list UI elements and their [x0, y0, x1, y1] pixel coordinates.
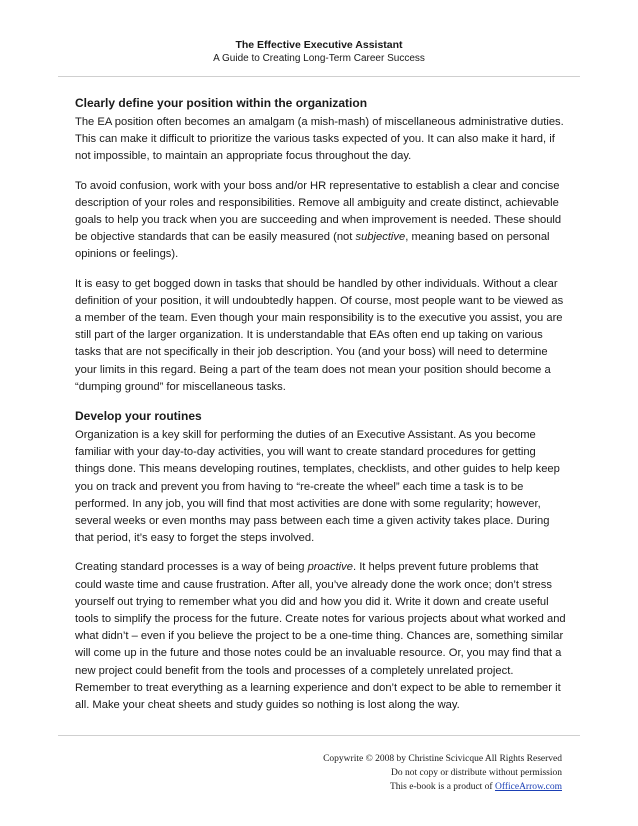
paragraph-text: Creating standard processes is a way of being	[75, 561, 308, 574]
document-body	[75, 95, 567, 726]
paragraph-text: , meaning based on personal opinions or feelings).	[75, 231, 550, 261]
section-develop-routines	[75, 408, 567, 714]
paragraph	[75, 559, 567, 714]
document-subtitle: A Guide to Creating Long-Term Career Success	[213, 53, 425, 64]
copyright-line: Copywrite © 2008 by Christine Scivicque All Rights Reserved	[323, 754, 562, 764]
section-heading: Clearly define your position within the organization	[75, 96, 368, 110]
paragraph: It is easy to get bogged down in tasks that should be handled by other individuals. Without a clear definition of your position, it will undoubtedly happen. Of course, most people want to be viewed as a member of the team. Even though your main responsibility is to the executive you assist, you are still part of the larger organization. It is understandable that EAs often end up taking on various tasks that are not specifically in their job description. You (and your boss) will need to determine your limits in this regard. Being a part of the team does not mean your position should become a “dumping ground” for miscellaneous tasks.	[75, 277, 564, 393]
section-define-position	[75, 95, 567, 396]
document-title: The Effective Executive Assistant	[235, 39, 403, 51]
product-line	[323, 780, 562, 794]
footer-divider	[58, 735, 580, 736]
paragraph-text: . It helps prevent future problems that could waste time and cause frustration. After all, you’ve already done the work once; don’t stress yourself out trying to remember what you did and how you did it. Write it down and create useful tools to simplify the process for the future. Create notes for various projects about what worked and what didn’t – even if you believe the project to be a one-time thing. Chances are, something similar will come up in the future and those notes could be an invaluable resource. Or, you may find that a new project could benefit from the tools and processes of a completely unrelated project. Remember to treat everything as a learning experience and don’t expect to be able to remember it all. Make your cheat sheets and study guides so nothing is lost along the way.	[75, 561, 566, 712]
paragraph-text: To avoid confusion, work with your boss and/or HR representative to establish a clear and concise description of your roles and responsibilities. Remove all ambiguity and create distinct, achievable goals to help you track when you are succeeding and when improvement is needed. These should be objective standards that can be easily measured (not	[75, 179, 562, 244]
document-footer	[323, 752, 562, 794]
paragraph	[75, 178, 567, 264]
header-divider	[58, 76, 580, 77]
emphasis-text: subjective	[355, 231, 406, 244]
section-heading: Develop your routines	[75, 409, 202, 424]
document-header	[0, 38, 638, 66]
officearrow-link[interactable]: OfficeArrow.com	[494, 782, 562, 792]
distribution-notice: Do not copy or distribute without permission	[391, 768, 562, 778]
product-prefix: This e-book is a product of	[389, 782, 495, 792]
paragraph: The EA position often becomes an amalgam (a mish-mash) of miscellaneous administrative duties. This can make it difficult to prioritize the various tasks expected of you. It can also make it hard, if not impossible, to maintain an appropriate focus throughout the day.	[75, 116, 564, 163]
emphasis-text: proactive	[307, 561, 353, 574]
paragraph: Organization is a key skill for performing the duties of an Executive Assistant. As you become familiar with your day-to-day activities, you will want to create standard procedures for getting things done. This means developing routines, templates, checklists, and other guides to help keep you on track and prevent you from having to “re-create the wheel” each time a task is to be performed. In any job, you will find that most activities are done with some regularity; however, several weeks or even months may pass between each time a given activity takes place. During that period, it’s easy to forget the steps involved.	[75, 429, 560, 545]
